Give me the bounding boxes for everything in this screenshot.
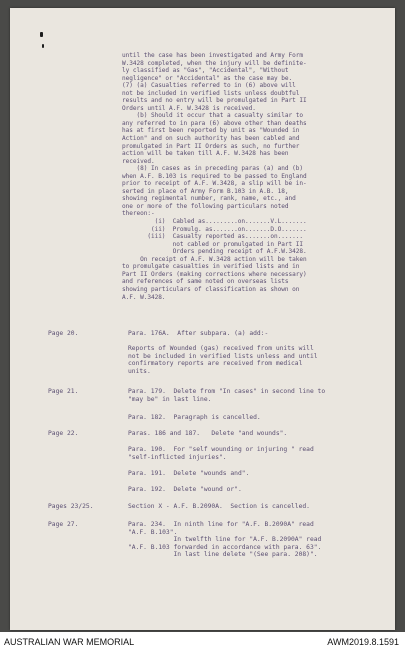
continuation-line: and references of same noted on overseas lists (122, 278, 289, 286)
footer-bar (0, 632, 405, 653)
punch-hole-mark (40, 32, 43, 37)
amendment-line: not be included in verified lists unless and until (128, 352, 318, 360)
continuation-line: one or more of the following particulars noted (122, 202, 289, 210)
continuation-line: Action" and on such authority has been cabled and (122, 135, 300, 143)
amendment-line: Para. 182. Paragraph is cancelled. (128, 414, 261, 421)
amendment-line: confirmatory reports are received from medical (128, 360, 303, 368)
continuation-line: received. (122, 157, 155, 165)
continuation-line: (i) Cabled as.........on.......V.L....... (122, 218, 307, 226)
continuation-line: (b) Should it occur that a casualty similar to (122, 112, 303, 120)
continuation-line: W.3428 completed, when the injury will be definite- (122, 59, 307, 67)
amendment-line: "self-inflicted injuries". (128, 453, 227, 461)
continuation-line: Part II Orders (making corrections where necessary) (122, 270, 307, 278)
continuation-line: showing regimental number, rank, name, etc., and (122, 195, 296, 203)
continuation-line: showing particulars of classification as shown on (122, 285, 300, 293)
continuation-line: when A.F. B.103 is required to be passed to England (122, 172, 307, 180)
continuation-line: until the case has been investigated and Army Form (122, 52, 303, 59)
continuation-line: A.F. W.3428. (122, 293, 166, 301)
amendment-line: Para. 176A. After subpara. (a) add:- (128, 330, 269, 337)
continuation-line: to promulgate casualties in verified lists and in (122, 263, 300, 271)
page-reference-label: Page 21. (48, 388, 79, 395)
punch-hole-mark (42, 44, 44, 48)
amendment-line: Para. 234. In ninth line for "A.F. B.2090A" read (128, 521, 314, 528)
amendment-line: Para. 179. Delete from "In cases" in second line to (128, 388, 326, 395)
document-page (10, 8, 395, 630)
page-reference-label: Page 27. (48, 521, 79, 528)
continuation-line: negligence" or "Accidental" as the case may be. (122, 74, 293, 82)
amendment-line: units. (128, 368, 151, 375)
continuation-line: (7) (a) Casualties referred to in (6) above will (122, 82, 296, 90)
amendment-line: In last line delete "(See para. 208)". (128, 551, 318, 559)
reference-number: AWM2019.8.1591 (327, 637, 399, 647)
amendment-line: "A.F. B.103 forwarded in accordance with para. 63". (128, 543, 322, 551)
continuation-line: has at first been reported by unit as "Wounded in (122, 127, 300, 135)
amendment-line: Para. 192. Delete "wound or". (128, 486, 242, 493)
continuation-line: serted in place of Army Form B.103 in A.B. 18, (122, 187, 289, 195)
page-reference-label: Page 22. (48, 430, 79, 437)
continuation-line: any referred to in para (6) above other than deaths (122, 119, 307, 127)
institution-label: AUSTRALIAN WAR MEMORIAL (4, 637, 135, 647)
continuation-line: thereon:- (122, 210, 155, 218)
continuation-line: prior to receipt of A.F. W.3428, a slip will be in- (122, 180, 307, 188)
continuation-line: ly classified as "Gas", "Accidental", "Without (122, 67, 289, 75)
amendment-line: Section X - A.F. B.2090A. Section is cancelled. (128, 503, 310, 510)
continuation-line: (8) In cases as in preceding paras (a) and (b) (122, 165, 303, 173)
continuation-line: (ii) Promulg. as.......on.......D.O....... (122, 225, 307, 233)
continuation-line: Orders pending receipt of A.F.W.3428. (122, 248, 307, 256)
continuation-line: promulgated in Part II Orders as such, no further (122, 142, 300, 150)
continuation-line: not be included in verified lists unless doubtful (122, 89, 300, 97)
amendment-line: "A.F. B.103". (128, 528, 178, 536)
amendment-line: Para. 191. Delete "wounds and". (128, 470, 250, 477)
continuation-line: Orders until A.F. W.3428 is received. (122, 104, 256, 112)
continuation-line: results and no entry will be promulgated in Part II (122, 97, 307, 105)
continuation-line: not cabled or promulgated in Part II (122, 240, 303, 248)
amendment-line: Para. 190. For "self wounding or injuring " read (128, 446, 314, 453)
amendment-line: Paras. 186 and 187. Delete "and wounds". (128, 430, 288, 437)
amendment-line: "may be" in last line. (128, 395, 212, 403)
continuation-line: action will be taken till A.F. W.3428 has been (122, 150, 289, 158)
page-reference-label: Page 20. (48, 330, 79, 337)
page-reference-label: Pages 23/25. (48, 503, 94, 510)
continuation-line: (iii) Casualty reported as.......on....... (122, 233, 303, 241)
amendment-line: Reports of Wounded (gas) received from units will (128, 345, 314, 353)
amendment-line: In twelfth line for "A.F. B.2090A" read (128, 536, 322, 544)
continuation-line: On receipt of A.F. W.3428 action will be taken (122, 255, 307, 263)
continuation-text (122, 52, 386, 301)
